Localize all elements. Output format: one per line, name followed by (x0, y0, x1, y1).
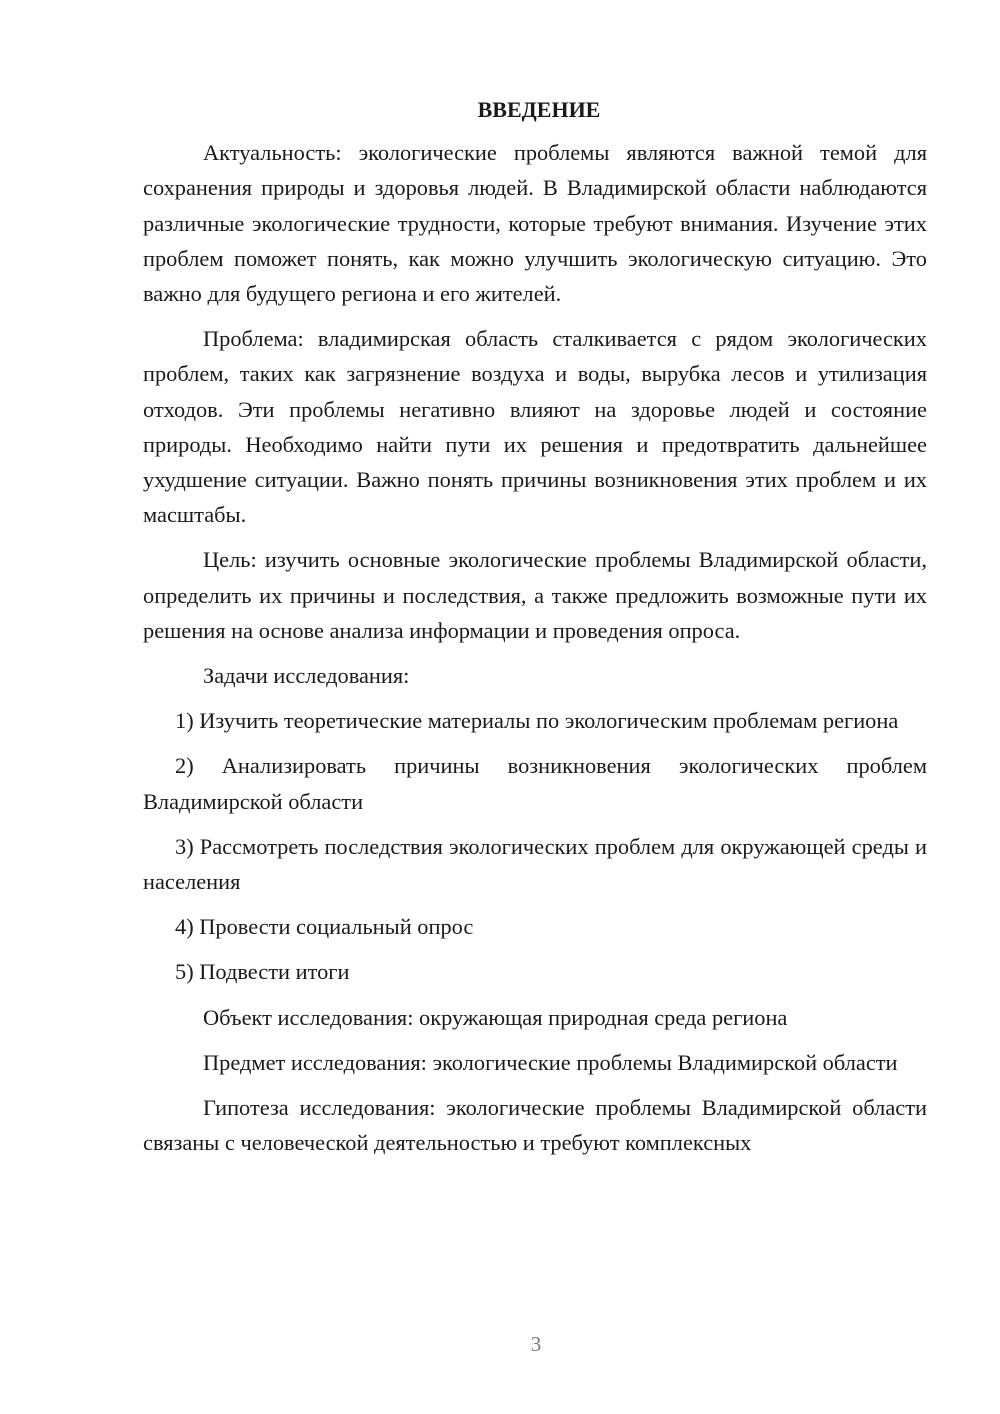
task-item: 3) Рассмотреть последствия экологических проблем для окружающей среды и населения (143, 833, 927, 895)
task-item: 4) Провести социальный опрос (175, 914, 474, 940)
paragraph-hypothesis: Гипотеза исследования: экологические проблемы Владимирской области связаны с человеческой деятельностью и требуют комплексных (143, 1095, 927, 1156)
paragraph-object: Объект исследования: окружающая природная среда региона (203, 1004, 788, 1030)
page-number: 3 (530, 1332, 542, 1356)
task-item: 5) Подвести итоги (175, 959, 350, 985)
page-content (143, 92, 927, 1170)
paragraph-subject: Предмет исследования: экологические проблемы Владимирской области (203, 1049, 898, 1075)
page-title: ВВЕДЕНИЕ (477, 97, 601, 122)
task-item: 1) Изучить теоретические материалы по экологическим проблемам региона (175, 708, 899, 734)
paragraph-relevance: Актуальность: экологические проблемы являются важной темой для сохранения природы и здоровья людей. В Владимирской области наблюдаются различные экологические трудности, которые требуют внимания. Изучение этих проблем поможет понять, как можно улучшить экологическую ситуацию. Это важно для будущего региона и его жителей. (143, 140, 927, 307)
paragraph-problem: Проблема: владимирская область сталкивается с рядом экологических проблем, таких как загрязнение воздуха и воды, вырубка лесов и утилизация отходов. Эти проблемы негативно влияют на здоровье людей и состояние природы. Необходимо найти пути их решения и предотвратить дальнейшее ухудшение ситуации. Важно понять причины возникновения этих проблем и их масштабы. (143, 326, 927, 528)
paragraph-goal: Цель: изучить основные экологические проблемы Владимирской области, определить их причины и последствия, а также предложить возможные пути их решения на основе анализа информации и проведения опроса. (143, 547, 927, 643)
task-item: 2) Анализировать причины возникновения экологических проблем Владимирской области (143, 753, 927, 814)
paragraph-tasks-heading: Задачи исследования: (203, 663, 410, 689)
